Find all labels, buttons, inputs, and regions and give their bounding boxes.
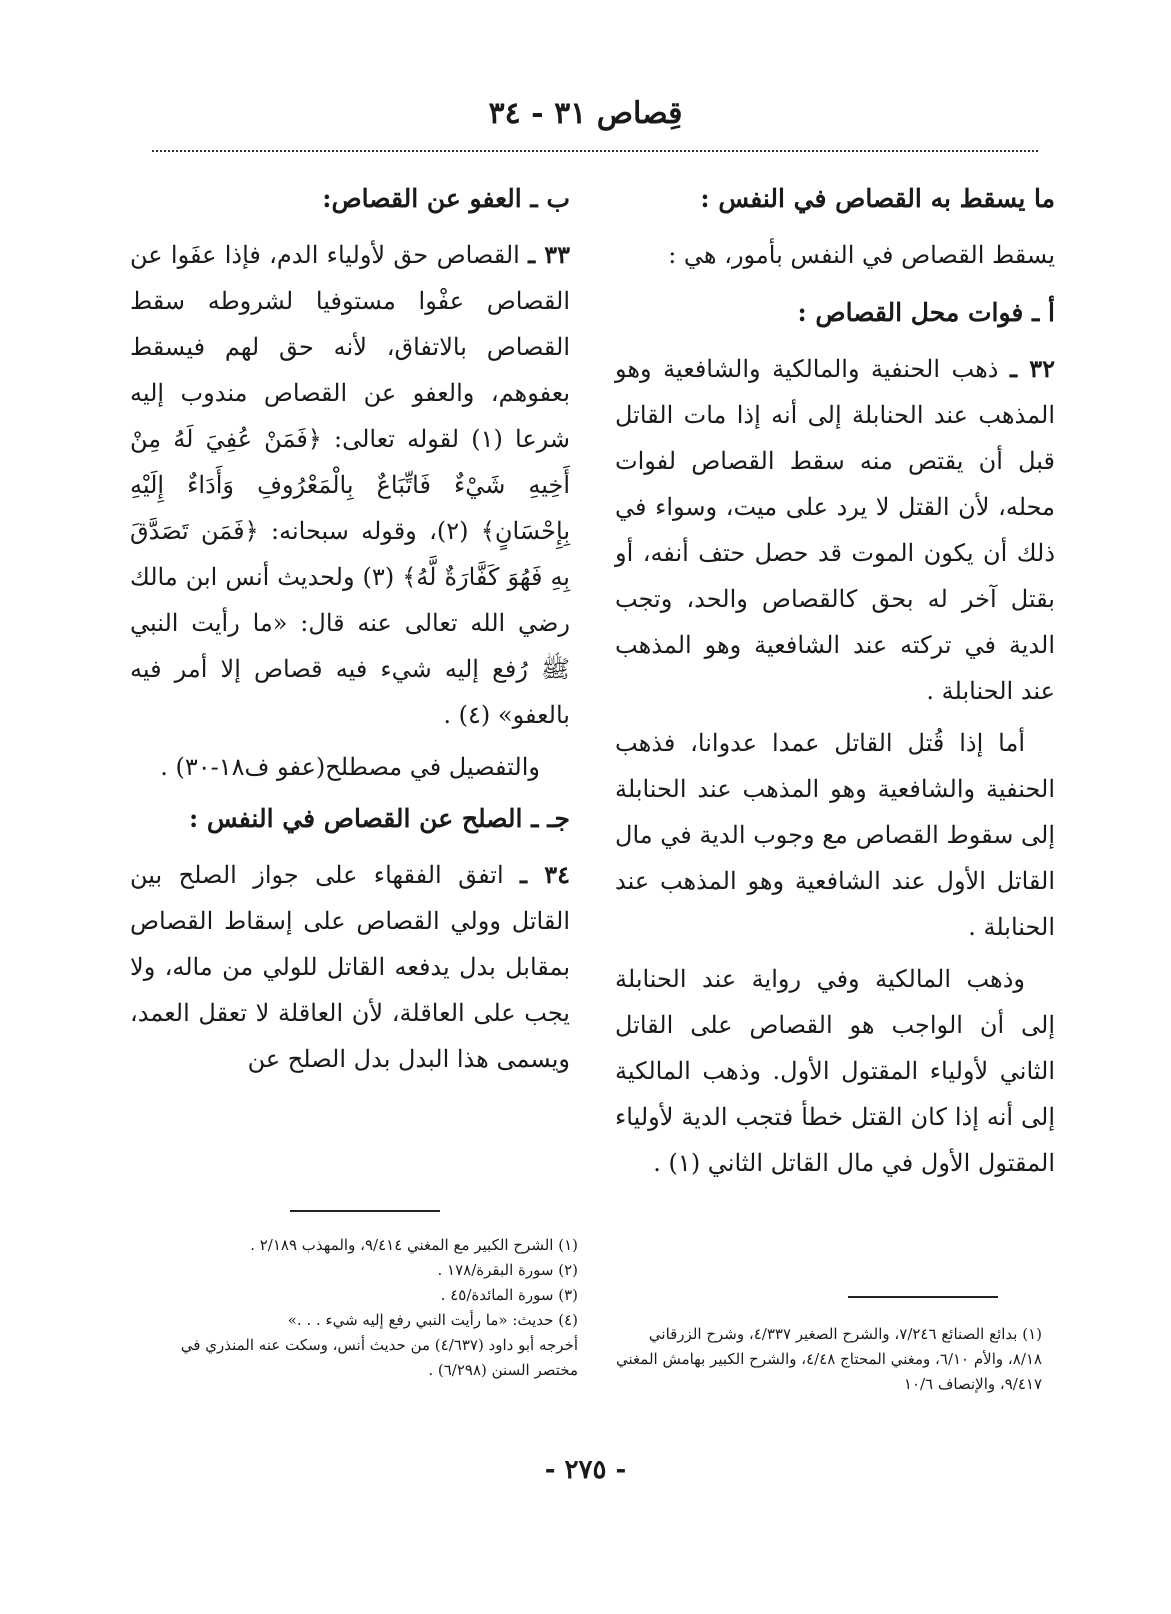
paragraph-maliki-view: وذهب المالكية وفي رواية عند الحنابلة إلى أن الواجب هو القصاص على القاتل الثاني لأولياء المقتول الأول. وذهب المالكية إلى أنه إذا كان القتل خطأ فتجب الدية لأولياء المقتول الأول في مال القاتل الثاني (١) . [615, 965, 1055, 1177]
left-column [130, 176, 570, 1088]
footnote-item: (١) بدائع الصنائع ٧/٢٤٦، والشرح الصغير ٤/٣٣٧، وشرح الزرقاني ٨/١٨، والأم ٦/١٠، ومغني المحتاج ٤/٤٨، والشرح الكبير بهامش المغني ٩/٤١٧، والإنصاف ١٠/٦ [616, 1325, 1042, 1393]
footnote-item: أخرجه أبو داود (٤/٦٣٧) من حديث أنس، وسكت عنه المنذري في مختصر السنن (٦/٢٩٨) . [180, 1336, 578, 1379]
footnotes-right [612, 1322, 1042, 1397]
paragraph-number-32: ٣٢ ـ [1009, 354, 1055, 383]
paragraph-32-text: ذهب الحنفية والمالكية والشافعية وهو المذهب عند الحنابلة إلى أنه إذا مات القاتل قبل أن يقتص منه سقط القصاص لفوات محله، لأن القتل لا يرد على ميت، وسواء في ذلك أن يكون الموت قد حصل حتف أنفه، أو بقتل آخر له بحق كالقصاص والحد، وتجب الدية في تركته عند الشافعية وهو المذهب عند الحنابلة . [615, 355, 1055, 705]
paragraph-detail-reference: والتفصيل في مصطلح(عفو ف١٨-٣٠) . [160, 753, 540, 781]
footnote-item: (١) الشرح الكبير مع المغني ٩/٤١٤، والمهذب ٢/١٨٩ . [250, 1236, 578, 1254]
footnote-item: (٢) سورة البقرة/١٧٨ . [437, 1261, 578, 1279]
paragraph-number-34: ٣٤ ـ [520, 860, 570, 889]
right-column [615, 176, 1055, 1192]
footnotes-left [138, 1233, 578, 1383]
footnote-rule-left [290, 1210, 440, 1212]
footnote-rule-right [848, 1296, 998, 1298]
section-heading-main: ما يسقط به القصاص في النفس : [700, 184, 1055, 213]
paragraph-32 [615, 346, 1055, 714]
footnote-item: (٤) حديث: «ما رأيت النبي رفع إليه شيء . . .» [287, 1311, 578, 1329]
footnote-item: (٣) سورة المائدة/٤٥ . [440, 1286, 578, 1304]
page-number: - ٢٧٥ - [544, 1455, 627, 1485]
paragraph-killed-killer: أما إذا قُتل القاتل عمدا عدوانا، فذهب الحنفية والشافعية وهو المذهب عند الحنابلة إلى سقوط القصاص مع وجوب الدية في مال القاتل الأول عند الشافعية وهو المذهب عند الحنابلة . [615, 729, 1055, 941]
header-dotted-rule [152, 150, 1038, 152]
subheading-b: ب ـ العفو عن القصاص: [322, 184, 570, 213]
paragraph-34-text: اتفق الفقهاء على جواز الصلح بين القاتل وولي القصاص على إسقاط القصاص بمقابل بدل يدفعه القاتل للولي من ماله، ولا يجب على العاقلة، لأن العاقلة لا تعقل العمد، ويسمى هذا البدل بدل الصلح عن [130, 861, 570, 1073]
intro-text: يسقط القصاص في النفس بأمور، هي : [668, 241, 1055, 269]
paragraph-33-text: القصاص حق لأولياء الدم، فإذا عفَوا عن القصاص عفْوا مستوفيا لشروطه سقط القصاص بالاتفاق، لأنه حق لهم فيسقط بعفوهم، والعفو عن القصاص مندوب إليه شرعا (١) لقوله تعالى: ﴿فَمَنْ عُفِيَ لَهُ مِنْ أَخِيهِ شَيْءٌ فَاتِّبَاعٌ بِالْمَعْرُوفِ وَأَدَاءٌ إِلَيْهِ بِإِحْسَانٍ﴾ (٢)، وقوله سبحانه: ﴿فَمَن تَصَدَّقَ بِهِ فَهُوَ كَفَّارَةٌ لَّهُ﴾ (٣) ولحديث أنس ابن مالك رضي الله تعالى عنه قال: «ما رأيت النبي ﷺ رُفع إليه شيء فيه قصاص إلا أمر فيه بالعفو» (٤) . [130, 241, 570, 729]
subheading-c: جـ ـ الصلح عن القصاص في النفس : [188, 804, 570, 833]
paragraph-33 [130, 232, 570, 738]
paragraph-number-33: ٣٣ ـ [528, 240, 570, 269]
subheading-a: أ ـ فوات محل القصاص : [797, 298, 1055, 327]
paragraph-34 [130, 852, 570, 1082]
page-header: قِصاص ٣١ - ٣٤ [488, 96, 683, 131]
